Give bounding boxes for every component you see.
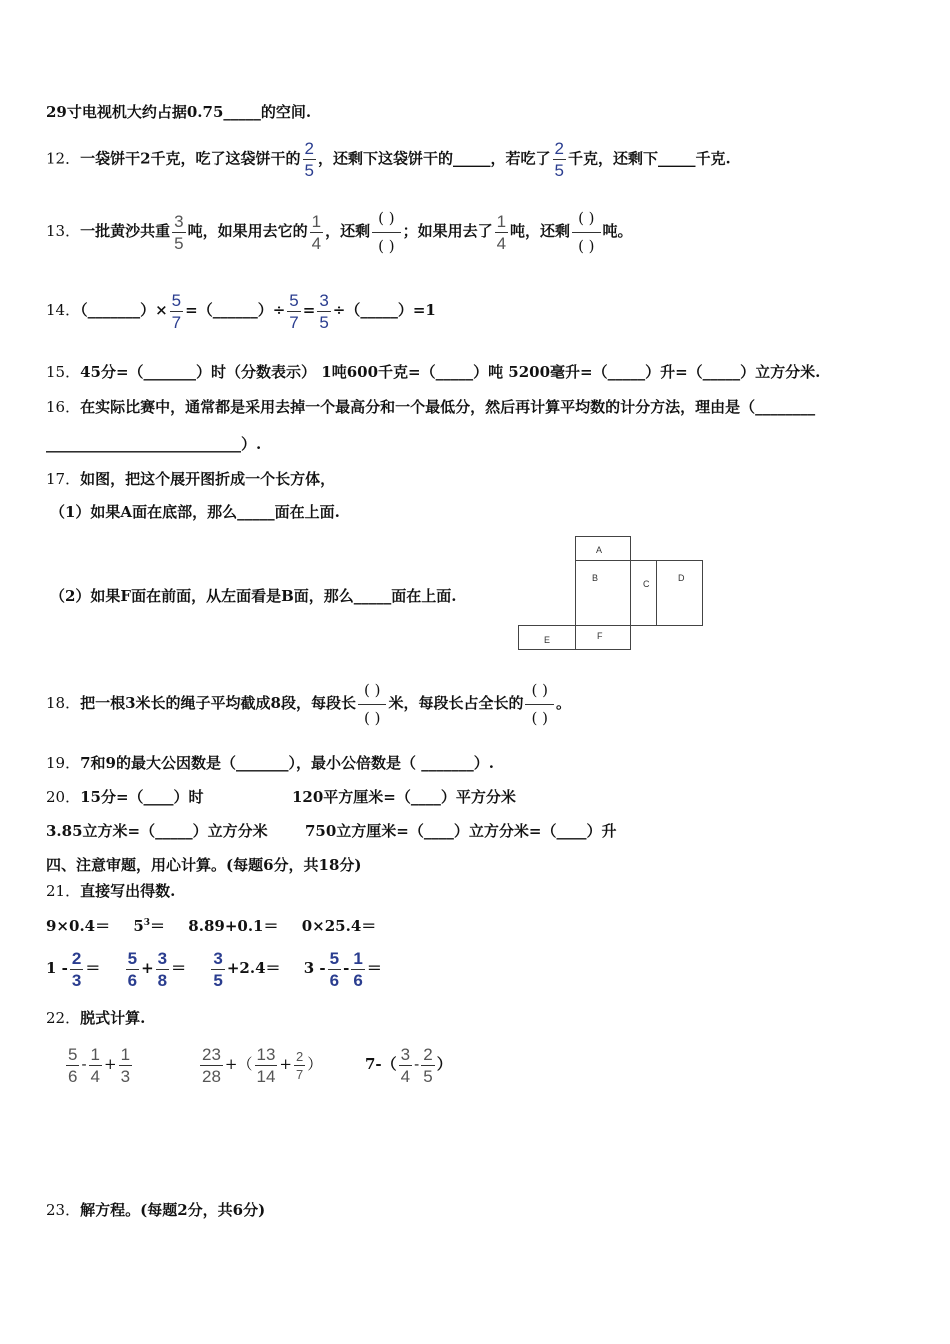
q21-expr-5-prefix: 1 - <box>46 959 68 977</box>
q16-line-2: __________________________）. <box>46 435 262 453</box>
q14-text-3: = <box>302 301 316 319</box>
q22-text: 脱式计算. <box>80 1009 146 1027</box>
numerator: 23 <box>202 1044 221 1064</box>
denominator: 4 <box>496 233 507 253</box>
numerator: 1 <box>311 211 322 231</box>
q13-text-6: 吨。 <box>602 222 633 240</box>
q20-part-a: 15分=（____）时 <box>80 788 204 806</box>
numerator: ( ) <box>531 680 548 699</box>
question-22 <box>46 1008 145 1028</box>
q12-text-3: 千克，还剩下_____千克. <box>568 149 731 168</box>
q21-expr-6-fraction-2 <box>156 950 169 989</box>
denominator: 4 <box>311 233 322 253</box>
plus-sign: + <box>141 959 154 977</box>
question-12 <box>46 140 731 179</box>
q13-blank-fraction-1[interactable] <box>372 208 400 255</box>
q21-expr-4: 0×25.4＝ <box>301 917 377 935</box>
q21-expr-3: 8.89+0.1＝ <box>188 917 279 935</box>
q22-number: 22． <box>46 1009 81 1027</box>
q14-fraction-3 <box>317 292 330 331</box>
q14-fraction-1 <box>170 292 183 331</box>
numerator: 2 <box>304 139 315 158</box>
q15-text: 45分=（_______）时（分数表示） 1吨600千克=（_____）吨 5200毫升=（_____）升=（_____）立方分米. <box>80 363 821 381</box>
face-a <box>575 536 631 561</box>
close-paren: ） <box>436 1055 452 1073</box>
operator: - <box>81 1055 87 1073</box>
q21-expr-8-prefix: 3 - <box>303 959 326 977</box>
face-b-label: B <box>592 573 599 583</box>
denominator: 5 <box>213 970 223 990</box>
q17-number: 17． <box>46 470 81 488</box>
denominator: 6 <box>127 970 138 990</box>
face-b <box>575 560 631 626</box>
q18-blank-fraction-1[interactable] <box>358 680 386 727</box>
face-e <box>518 625 576 650</box>
denominator: ( ) <box>358 704 386 726</box>
q13-text-2: 吨，如果用去它的 <box>187 222 308 240</box>
denominator: 7 <box>171 312 182 332</box>
q13-text-5: 吨，还剩 <box>510 222 571 240</box>
q18-blank-fraction-2[interactable] <box>525 680 553 727</box>
numerator: 3 <box>213 948 223 968</box>
denominator: 5 <box>174 233 184 253</box>
numerator: 1 <box>353 948 363 968</box>
numerator: ( ) <box>578 208 595 227</box>
denominator: 28 <box>202 1066 221 1086</box>
q21-row-1 <box>46 913 376 936</box>
q12-text-2: ，还剩下这袋饼干的_____，若吃了 <box>318 149 551 168</box>
fraction <box>89 1046 102 1085</box>
numerator: 3 <box>400 1044 411 1064</box>
fraction <box>255 1046 278 1085</box>
denominator: 4 <box>90 1066 101 1086</box>
q21-expr-8-fraction-2 <box>351 950 364 989</box>
q12-fraction-1 <box>303 140 316 179</box>
numerator: 2 <box>554 139 564 158</box>
operator: - <box>414 1055 420 1073</box>
fraction <box>66 1046 79 1085</box>
denominator: ( ) <box>525 704 553 726</box>
q21-expr-6-equals: ＝ <box>171 959 187 977</box>
q18-text-3: 。 <box>555 694 571 712</box>
operator: +（ <box>224 1055 253 1073</box>
power-base: 5 <box>133 917 144 935</box>
q17-sub-1: （1）如果A面在底部，那么_____面在上面. <box>50 503 340 521</box>
operator: + <box>104 1055 117 1073</box>
q13-fraction-1 <box>172 213 185 252</box>
numerator: 3 <box>174 211 184 231</box>
numerator: 2 <box>296 1048 304 1064</box>
q21-expr-8-fraction-1 <box>328 950 341 989</box>
q13-blank-fraction-2[interactable] <box>572 208 600 255</box>
fraction <box>294 1050 305 1081</box>
q14-text-1: （_______）× <box>80 301 168 319</box>
section-4-heading: 四、注意审题，用心计算。(每题6分，共18分) <box>46 856 362 874</box>
q21-expr-1: 9×0.4＝ <box>46 917 111 935</box>
numerator: 3 <box>157 948 168 968</box>
face-d <box>656 560 703 626</box>
fraction <box>421 1046 434 1085</box>
q19-text: 7和9的最大公因数是（_______），最小公倍数是（ _______）. <box>80 754 494 772</box>
question-13 <box>46 196 633 266</box>
denominator: ( ) <box>372 232 400 254</box>
q14-fraction-2 <box>287 292 300 331</box>
face-f <box>575 625 631 650</box>
denominator: 14 <box>256 1066 276 1086</box>
denominator: 3 <box>71 970 82 990</box>
denominator: 7 <box>289 312 299 332</box>
numerator: 3 <box>319 290 329 310</box>
q12-fraction-2 <box>553 140 566 179</box>
q20-part-d: 750立方厘米=（____）立方分米=（____）升 <box>305 822 617 840</box>
face-c <box>630 560 657 626</box>
minus-sign: - <box>343 959 350 977</box>
denominator: 6 <box>353 970 363 990</box>
q21-expr-8-equals: ＝ <box>366 959 382 977</box>
prefix: 7-（ <box>365 1055 397 1073</box>
question-21 <box>46 881 175 901</box>
numerator: 5 <box>127 948 138 968</box>
numerator: 1 <box>496 211 507 231</box>
question-19 <box>46 753 494 773</box>
q18-text-1: 把一根3米长的绳子平均截成8段，每段长 <box>80 694 356 712</box>
fraction <box>200 1046 223 1085</box>
q21-expr-7-fraction <box>211 950 224 989</box>
q22-expression-1 <box>64 1040 134 1088</box>
numerator: 5 <box>289 290 299 310</box>
q16-number: 16． <box>46 398 81 416</box>
denominator: 5 <box>319 312 329 332</box>
q19-number: 19． <box>46 754 81 772</box>
q18-text-2: 米，每段长占全长的 <box>388 694 524 712</box>
numerator: 5 <box>68 1044 78 1064</box>
denominator: 5 <box>554 161 564 180</box>
fraction <box>119 1046 132 1085</box>
denominator: 7 <box>296 1066 304 1082</box>
fraction <box>399 1046 412 1085</box>
denominator: 3 <box>120 1066 131 1086</box>
face-f-label: F <box>597 631 603 641</box>
question-23 <box>46 1200 265 1220</box>
q23-text: 解方程。(每题2分，共6分) <box>80 1201 266 1219</box>
q21-row-2 <box>46 944 382 992</box>
question-14 <box>46 280 436 340</box>
q14-text-2: =（______）÷ <box>185 301 286 319</box>
q21-expr-7-tail: +2.4＝ <box>226 959 281 977</box>
q13-fraction-3 <box>495 213 508 252</box>
q11-tail: 29寸电视机大约占据0.75_____的空间. <box>46 103 312 121</box>
q14-number: 14． <box>46 301 81 319</box>
q21-number: 21． <box>46 882 81 900</box>
q18-number: 18． <box>46 694 81 712</box>
numerator: 13 <box>256 1044 276 1064</box>
denominator: 5 <box>423 1066 433 1086</box>
q17-text: 如图，把这个展开图折成一个长方体， <box>80 470 336 488</box>
question-20 <box>46 787 204 807</box>
q21-text: 直接写出得数. <box>80 882 176 900</box>
q20-part-c: 3.85立方米=（_____）立方分米 <box>46 822 268 840</box>
numerator: 5 <box>171 290 182 310</box>
q23-number: 23． <box>46 1201 81 1219</box>
denominator: ( ) <box>572 232 600 254</box>
q21-expr-5-equals: ＝ <box>85 959 101 977</box>
numerator: ( ) <box>378 208 395 227</box>
q16-line-1: 在实际比赛中，通常都是采用去掉一个最高分和一个最低分，然后再计算平均数的计分方法，理由是（________ <box>80 398 816 416</box>
q20-number: 20． <box>46 788 81 806</box>
face-e-label: E <box>544 635 551 645</box>
q12-number: 12． <box>46 149 81 168</box>
numerator: 1 <box>120 1044 131 1064</box>
denominator: 4 <box>400 1066 411 1086</box>
question-15 <box>46 362 820 382</box>
question-18 <box>46 668 571 738</box>
q13-text-4: ；如果用去了 <box>402 222 493 240</box>
q17-sub-2: （2）如果F面在前面，从左面看是B面，那么_____面在上面. <box>50 587 457 605</box>
denominator: 8 <box>157 970 168 990</box>
q21-expr-6-fraction-1 <box>126 950 139 989</box>
numerator: 2 <box>423 1044 433 1064</box>
q12-text-1: 一袋饼干2千克，吃了这袋饼干的 <box>80 149 301 168</box>
q20-part-b: 120平方厘米=（____）平方分米 <box>292 788 516 806</box>
close-paren: ） <box>307 1055 323 1073</box>
q22-expression-2 <box>198 1040 322 1088</box>
question-17 <box>46 469 335 489</box>
power-equals: ＝ <box>150 917 166 935</box>
numerator: 1 <box>90 1044 101 1064</box>
numerator: 2 <box>71 948 82 968</box>
face-a-label: A <box>596 545 603 555</box>
face-d-label: D <box>678 573 685 583</box>
denominator: 5 <box>304 161 315 180</box>
cuboid-net-diagram <box>516 534 706 654</box>
face-c-label: C <box>643 579 650 589</box>
denominator: 6 <box>329 970 340 990</box>
q21-expr-5-fraction <box>70 950 83 989</box>
q13-number: 13． <box>46 222 81 240</box>
q13-text-1: 一批黄沙共重 <box>80 222 171 240</box>
q13-fraction-2 <box>310 213 323 252</box>
q14-text-4: ÷（_____）=1 <box>332 301 436 319</box>
q21-expr-2 <box>133 917 165 935</box>
denominator: 6 <box>68 1066 78 1086</box>
numerator: 5 <box>329 948 340 968</box>
q15-number: 15． <box>46 363 81 381</box>
q22-expression-3 <box>365 1040 452 1088</box>
power-exponent: 3 <box>143 918 151 928</box>
question-16 <box>46 397 815 417</box>
numerator: ( ) <box>363 680 381 699</box>
operator: + <box>279 1055 292 1073</box>
q13-text-3: ，还剩 <box>325 222 371 240</box>
